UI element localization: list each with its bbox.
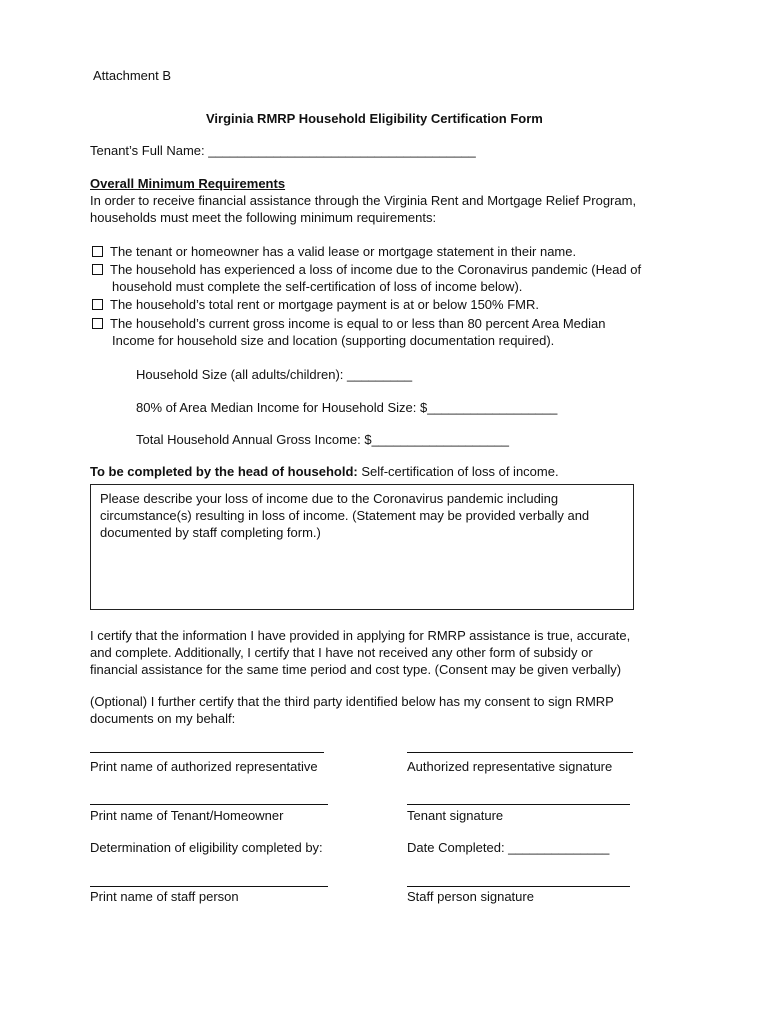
- rep-name-label: Print name of authorized representative: [90, 759, 318, 774]
- self-cert-label-bold: To be completed by the head of household:: [90, 464, 358, 479]
- requirements-intro-1: In order to receive financial assistance through the Virginia Rent and Mortgage Relief Program,: [90, 193, 637, 208]
- checkbox[interactable]: [92, 318, 103, 329]
- certify-text: financial assistance for the same time period and cost type. (Consent may be given verbally): [90, 662, 622, 677]
- optional-consent-text: (Optional) I further certify that the third party identified below has my consent to sign RMRP: [90, 694, 614, 709]
- requirement-text: The tenant or homeowner has a valid lease or mortgage statement in their name.: [110, 244, 577, 259]
- self-cert-label-rest: Self-certification of loss of income.: [357, 464, 559, 479]
- rep-name-line[interactable]: [90, 752, 324, 753]
- requirement-item: [92, 243, 576, 260]
- requirement-text: The household has experienced a loss of income due to the Coronavirus pandemic (Head of: [110, 262, 642, 277]
- staff-name-label: Print name of staff person: [90, 889, 239, 904]
- tenant-signature-label: Tenant signature: [407, 808, 504, 823]
- ami-field[interactable]: 80% of Area Median Income for Household Size: $__________________: [136, 400, 558, 415]
- requirements-intro-2: households must meet the following minimum requirements:: [90, 210, 437, 225]
- certify-text: I certify that the information I have provided in applying for RMRP assistance is true, accurate,: [90, 628, 631, 643]
- tenant-name-field[interactable]: Tenant’s Full Name: _____________________________________: [90, 143, 476, 158]
- staff-signature-label: Staff person signature: [407, 889, 534, 904]
- tenant-name-line[interactable]: [90, 804, 328, 805]
- requirements-heading: Overall Minimum Requirements: [90, 176, 286, 191]
- staff-name-line[interactable]: [90, 886, 328, 887]
- optional-consent-text: documents on my behalf:: [90, 711, 236, 726]
- tenant-signature-line[interactable]: [407, 804, 630, 805]
- household-size-field[interactable]: Household Size (all adults/children): _________: [136, 367, 413, 382]
- requirement-item: [92, 315, 606, 332]
- textbox-prompt-line: circumstance(s) resulting in loss of income. (Statement may be provided verbally and: [100, 508, 590, 523]
- rep-signature-label: Authorized representative signature: [407, 759, 613, 774]
- requirement-text: The household’s total rent or mortgage payment is at or below 150% FMR.: [110, 297, 539, 312]
- gross-income-field[interactable]: Total Household Annual Gross Income: $___________________: [136, 432, 509, 447]
- textbox-prompt-line: documented by staff completing form.): [100, 525, 321, 540]
- requirement-text-cont: Income for household size and location (supporting documentation required).: [112, 333, 555, 348]
- loss-of-income-textbox[interactable]: [90, 484, 634, 610]
- attachment-label: Attachment B: [93, 68, 172, 83]
- date-completed-field[interactable]: Date Completed: ______________: [407, 840, 610, 855]
- tenant-name-label: Print name of Tenant/Homeowner: [90, 808, 284, 823]
- requirement-text: The household’s current gross income is equal to or less than 80 percent Area Median: [110, 316, 606, 331]
- rep-signature-line[interactable]: [407, 752, 633, 753]
- staff-signature-line[interactable]: [407, 886, 630, 887]
- textbox-prompt-line: Please describe your loss of income due to the Coronavirus pandemic including: [100, 491, 559, 506]
- requirement-item: [92, 261, 641, 278]
- requirement-item: [92, 296, 539, 313]
- form-title: Virginia RMRP Household Eligibility Certification Form: [206, 111, 543, 126]
- checkbox[interactable]: [92, 246, 103, 257]
- checkbox[interactable]: [92, 299, 103, 310]
- requirement-text-cont: household must complete the self-certification of loss of income below).: [112, 279, 523, 294]
- checkbox[interactable]: [92, 264, 103, 275]
- self-cert-label: [90, 463, 559, 480]
- determination-label: Determination of eligibility completed by:: [90, 840, 323, 855]
- certify-text: and complete. Additionally, I certify that I have not received any other form of subsidy or: [90, 645, 593, 660]
